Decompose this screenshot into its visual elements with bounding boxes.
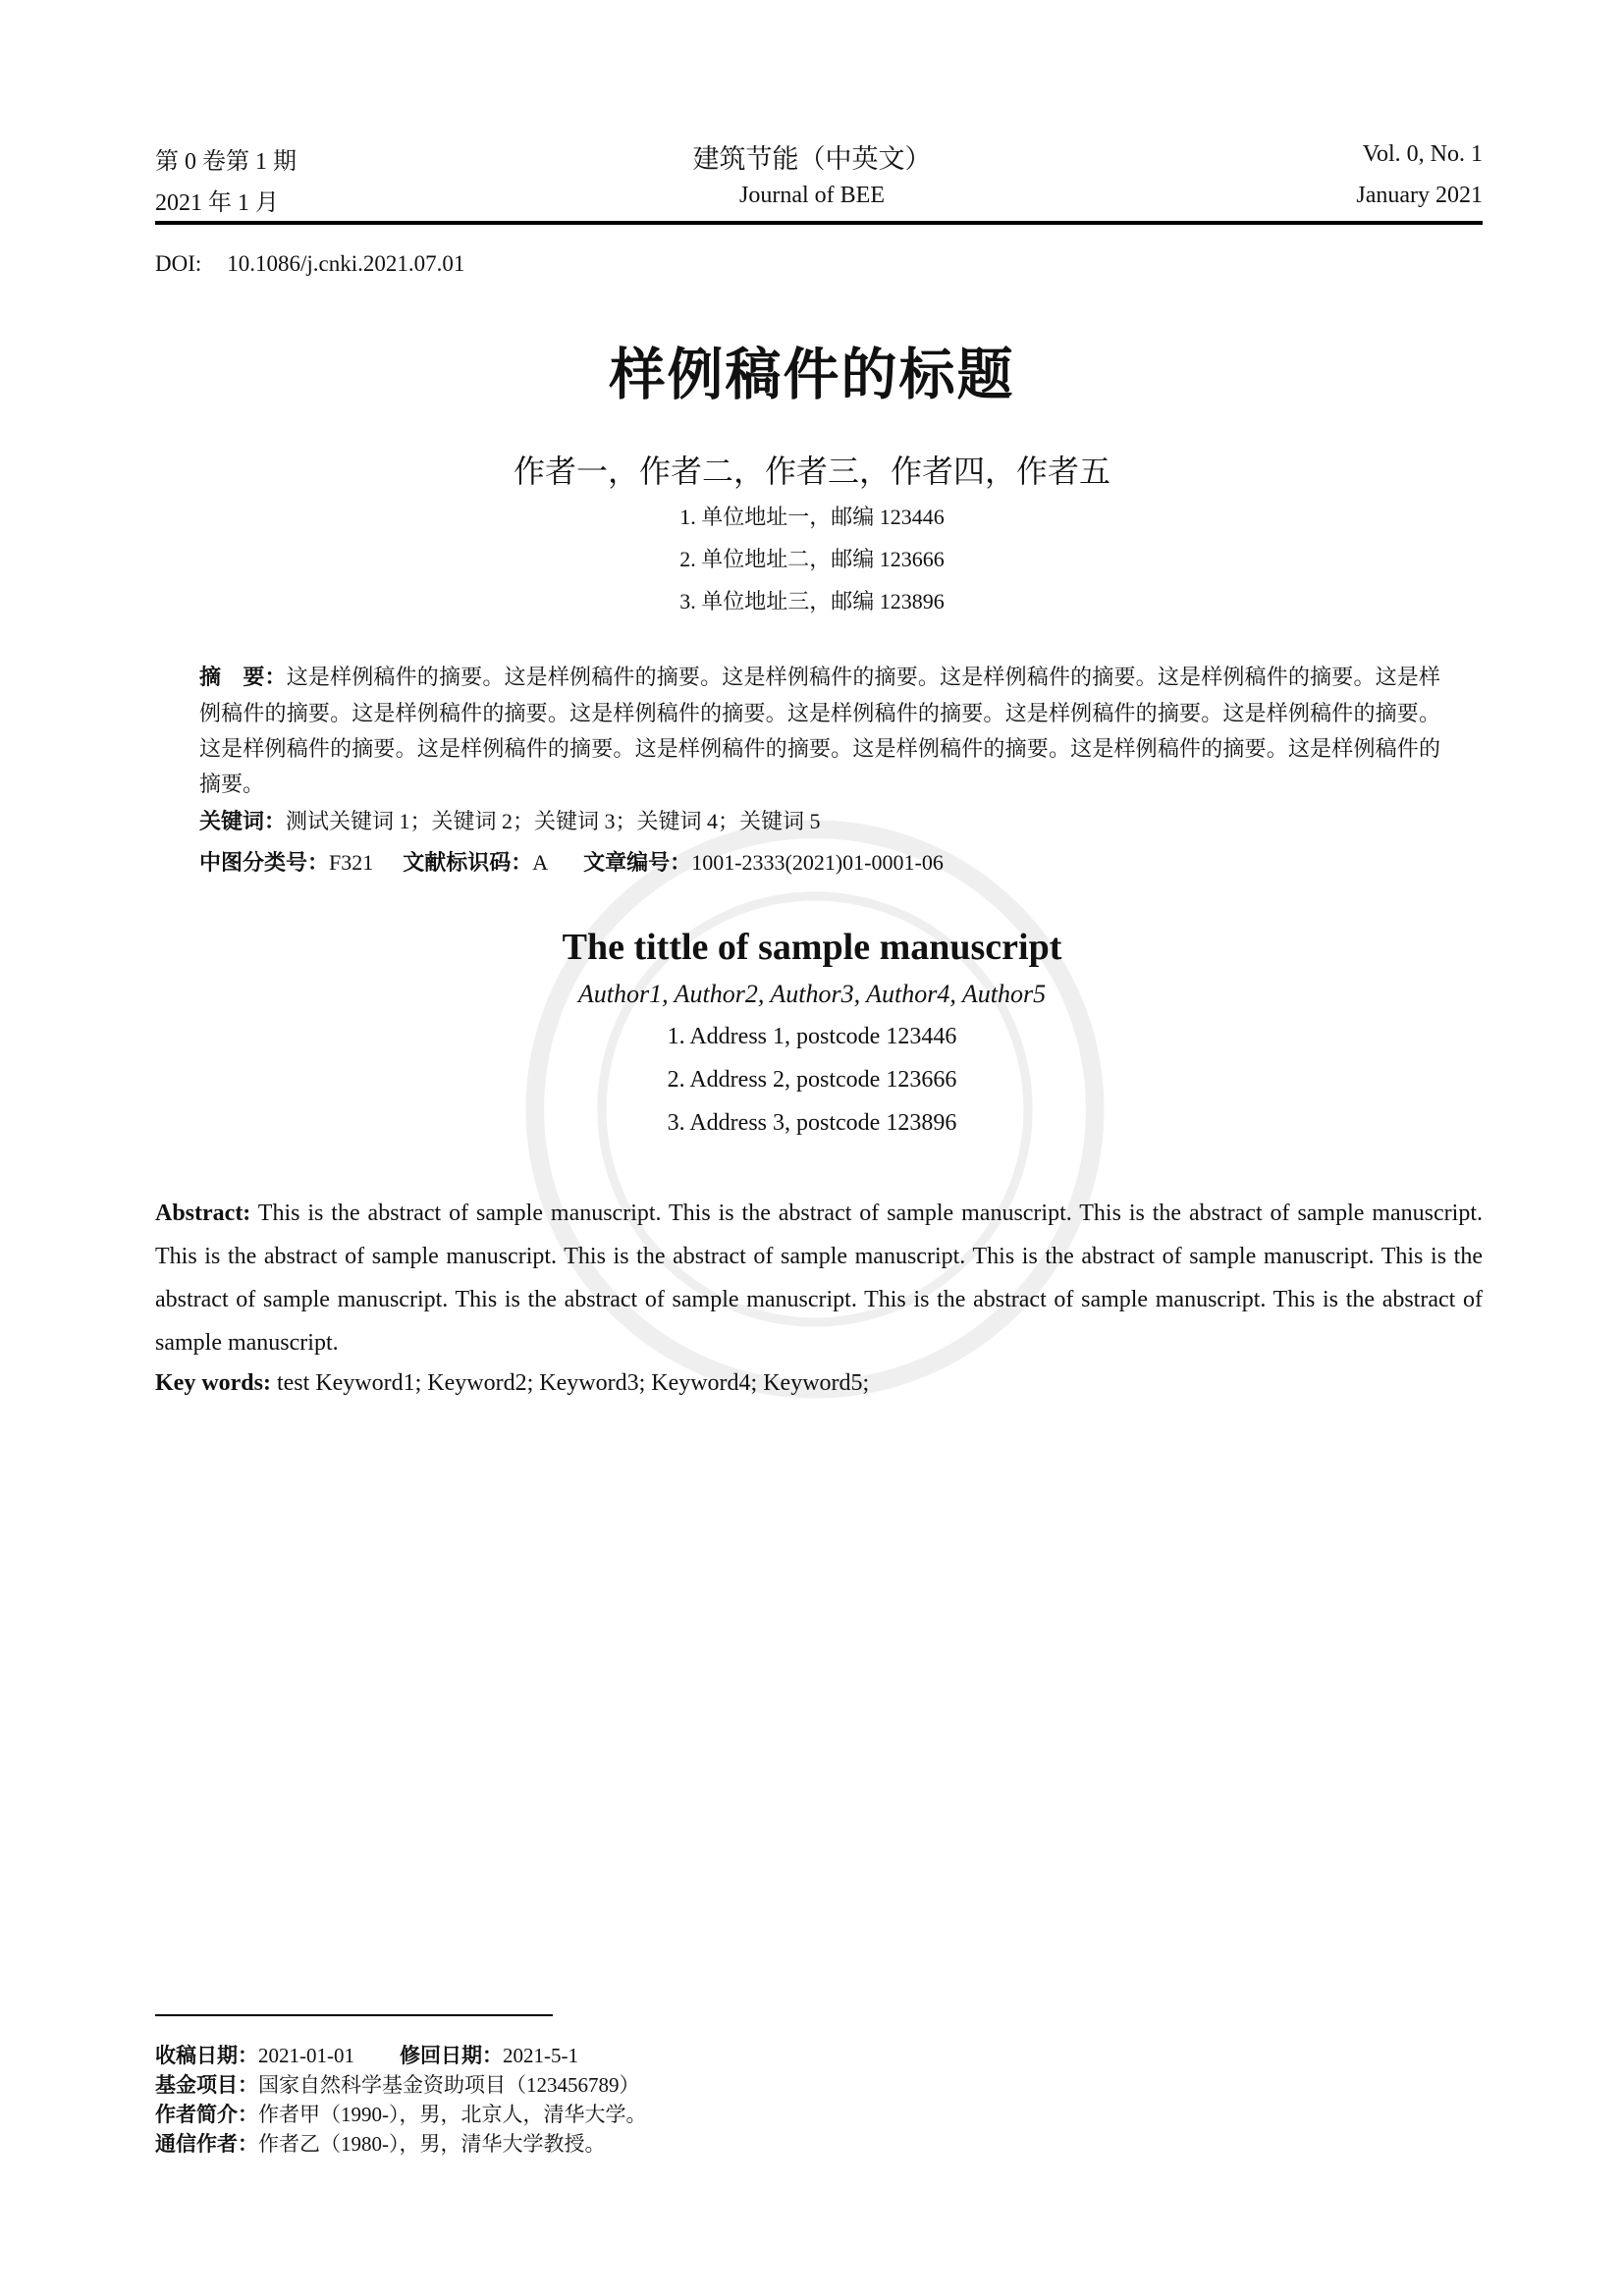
received-label: 收稿日期： bbox=[155, 2044, 258, 2067]
en-abstract-label: Abstract: bbox=[155, 1201, 251, 1226]
header-issue-cn: 第 0 卷第 1 期 bbox=[155, 149, 297, 175]
cn-affiliation-1: 1. 单位地址一，邮编 123446 bbox=[679, 505, 945, 529]
received-value: 2021-01-01 bbox=[258, 2044, 354, 2067]
fund-value: 国家自然科学基金资助项目（123456789） bbox=[258, 2073, 640, 2097]
cn-abstract-text: 这是样例稿件的摘要。这是样例稿件的摘要。这是样例稿件的摘要。这是样例稿件的摘要。这是样例稿件的摘要。这是样例稿件的摘要。这是样例稿件的摘要。这是样例稿件的摘要。这是样例稿件的摘要。这是样例稿件的摘要。这是样例稿件的摘要。这是样例稿件的摘要。这是样例稿件的摘要。这是样例稿件的摘要。这是样例稿件的摘要。这是样例稿件的摘要。这是样例稿件的摘要。 bbox=[199, 665, 1440, 796]
cn-affiliation-2: 2. 单位地址二，邮编 123666 bbox=[679, 547, 945, 571]
cn-class-value: F321 bbox=[329, 850, 374, 875]
cn-doccode-label: 文献标识码： bbox=[403, 851, 533, 876]
header-rule bbox=[155, 221, 1483, 225]
en-affiliation-3: 3. Address 3, postcode 123896 bbox=[667, 1110, 957, 1136]
cn-authors: 作者一，作者二，作者三，作者四，作者五 bbox=[513, 453, 1110, 490]
cn-class-label: 中图分类号： bbox=[199, 851, 330, 876]
cn-keywords-text: 测试关键词 1；关键词 2；关键词 3；关键词 4；关键词 5 bbox=[286, 809, 821, 833]
fund-label: 基金项目： bbox=[155, 2073, 258, 2097]
en-affiliation-2: 2. Address 2, postcode 123666 bbox=[667, 1067, 957, 1093]
header-journal-cn: 建筑节能（中英文） bbox=[692, 144, 932, 175]
en-abstract-text: This is the abstract of sample manuscript. This is the abstract of sample manuscript. This is the abstract of sample manuscript. This is the abstract of sample manuscript. This is the abstract of sample manuscript. This is the abstract of sample manuscript. This is the abstract of sample manuscript. This is the abstract of sample manuscript. This is the abstract of sample manuscript. This is the abstract of sample manuscript. bbox=[155, 1201, 1483, 1356]
footnote-fund bbox=[155, 2069, 640, 2099]
header-issue-en: Vol. 0, No. 1 bbox=[1362, 141, 1483, 167]
footnote-rule bbox=[155, 2014, 553, 2016]
cn-affiliation-3: 3. 单位地址三，邮编 123896 bbox=[679, 589, 945, 614]
en-affiliation-1: 1. Address 1, postcode 123446 bbox=[667, 1024, 957, 1049]
doi-value: 10.1086/j.cnki.2021.07.01 bbox=[227, 251, 465, 276]
cn-article-value: 1001-2333(2021)01-0001-06 bbox=[691, 850, 944, 875]
revised-label: 修回日期： bbox=[400, 2044, 503, 2067]
doi bbox=[155, 251, 464, 277]
cn-keywords bbox=[199, 805, 821, 835]
footnote-dates bbox=[155, 2040, 578, 2069]
header-date-en: January 2021 bbox=[1356, 183, 1483, 208]
corresponding-value: 作者乙（1980-），男，清华大学教授。 bbox=[258, 2132, 606, 2156]
en-authors: Author1, Author2, Author3, Author4, Author5 bbox=[577, 980, 1047, 1008]
author-bio-label: 作者简介： bbox=[155, 2103, 258, 2126]
cn-keywords-label: 关键词： bbox=[199, 810, 287, 834]
cn-abstract-label: 摘 要： bbox=[199, 666, 287, 690]
cn-article-label: 文章编号： bbox=[583, 851, 692, 876]
en-abstract bbox=[155, 1192, 1483, 1364]
author-bio-value: 作者甲（1990-），男，北京人，清华大学。 bbox=[258, 2103, 647, 2126]
footnote-author bbox=[155, 2099, 647, 2128]
header-journal-en: Journal of BEE bbox=[739, 183, 885, 208]
cn-abstract bbox=[199, 660, 1440, 802]
footnote-corresponding bbox=[155, 2128, 606, 2158]
doi-label: DOI: bbox=[155, 251, 202, 276]
en-keywords bbox=[155, 1370, 869, 1397]
header-date-cn: 2021 年 1 月 bbox=[155, 190, 279, 216]
corresponding-label: 通信作者： bbox=[155, 2132, 258, 2156]
en-keywords-text: test Keyword1; Keyword2; Keyword3; Keyword4; Keyword5; bbox=[276, 1370, 870, 1396]
en-keywords-label: Key words: bbox=[155, 1370, 271, 1396]
cn-title: 样例稿件的标题 bbox=[609, 343, 1015, 407]
cn-doccode-value: A bbox=[532, 850, 549, 875]
en-title: The tittle of sample manuscript bbox=[562, 927, 1062, 968]
revised-value: 2021-5-1 bbox=[503, 2044, 578, 2067]
cn-classification bbox=[199, 846, 944, 877]
